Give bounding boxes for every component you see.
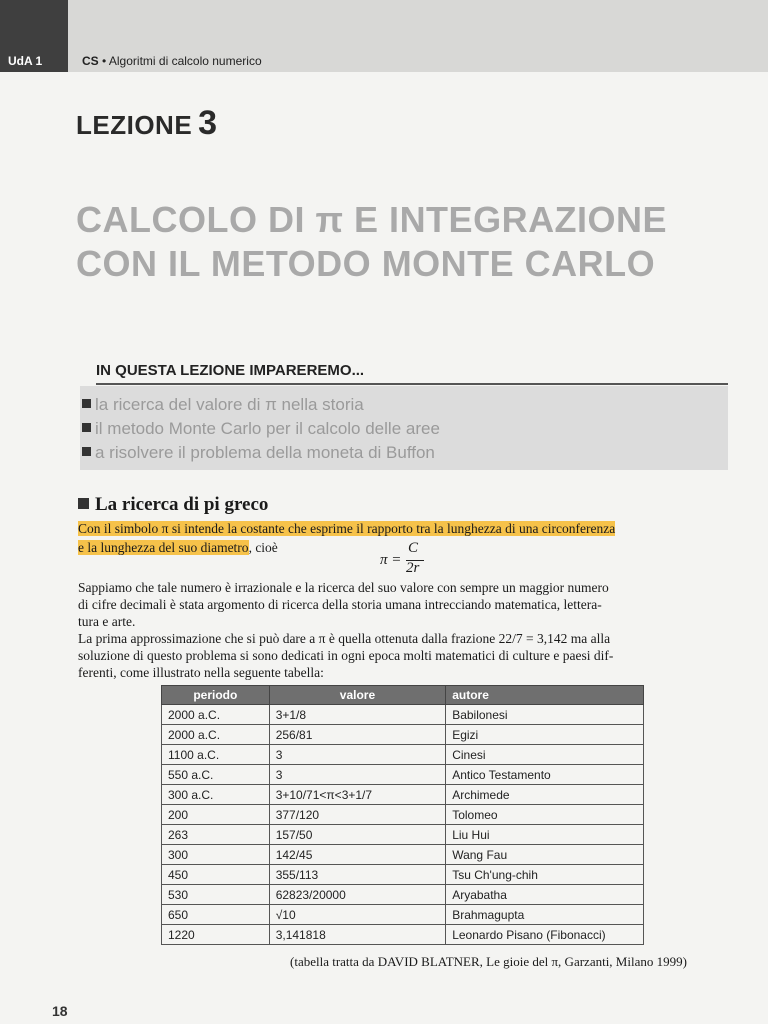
cell-periodo: 2000 a.C. — [162, 725, 270, 745]
unit-badge: UdA 1 — [0, 0, 68, 72]
cell-autore: Aryabatha — [446, 885, 644, 905]
cell-valore: 355/113 — [269, 865, 446, 885]
table-row — [162, 925, 644, 945]
page-number: 18 — [52, 1003, 68, 1019]
table-row — [162, 825, 644, 845]
table-caption: (tabella tratta da DAVID BLATNER, Le gioie del π, Garzanti, Milano 1999) — [290, 954, 687, 969]
cell-autore: Tolomeo — [446, 805, 644, 825]
table-row — [162, 905, 644, 925]
cell-autore: Tsu Ch'ung-chih — [446, 865, 644, 885]
title-line-2: CON IL METODO MONTE CARLO — [76, 243, 656, 284]
cell-autore: Antico Testamento — [446, 765, 644, 785]
cell-autore: Wang Fau — [446, 845, 644, 865]
cell-valore: 256/81 — [269, 725, 446, 745]
cell-valore: 142/45 — [269, 845, 446, 865]
cell-autore: Liu Hui — [446, 825, 644, 845]
cell-autore: Cinesi — [446, 745, 644, 765]
cell-periodo: 530 — [162, 885, 270, 905]
paragraph-2-line: Sappiamo che tale numero è irrazionale e la ricerca del suo valore con sempre un maggior numero — [78, 580, 609, 595]
cell-valore: 3 — [269, 745, 446, 765]
section-heading: La ricerca di pi greco — [78, 494, 268, 516]
table-row — [162, 765, 644, 785]
column-header-periodo: periodo — [162, 686, 270, 705]
paragraph-2-line: tura e arte. — [78, 614, 136, 629]
cell-valore: 3+10/71<π<3+1/7 — [269, 785, 446, 805]
page-title — [76, 198, 756, 286]
table-row — [162, 725, 644, 745]
section-title: Algoritmi di calcolo numerico — [108, 54, 262, 68]
lesson-label: LEZIONE 3 — [76, 104, 218, 142]
table-row — [162, 745, 644, 765]
table-row — [162, 885, 644, 905]
cell-periodo: 300 a.C. — [162, 785, 270, 805]
square-bullet-icon — [78, 498, 89, 509]
cell-periodo: 1220 — [162, 925, 270, 945]
objectives-heading: IN QUESTA LEZIONE IMPAREREMO... — [96, 362, 365, 379]
paragraph-2-line: di cifre decimali è stata argomento di ricerca della storia umana intrecciando matematica, lettera- — [78, 597, 602, 612]
table-row — [162, 805, 644, 825]
cell-periodo: 2000 a.C. — [162, 705, 270, 725]
cell-periodo: 650 — [162, 905, 270, 925]
cell-autore: Archimede — [446, 785, 644, 805]
title-line-1: CALCOLO DI π E INTEGRAZIONE — [76, 199, 668, 240]
bullet-icon — [82, 399, 91, 408]
cell-periodo: 200 — [162, 805, 270, 825]
cell-valore: 377/120 — [269, 805, 446, 825]
cell-periodo: 300 — [162, 845, 270, 865]
section-code: CS — [82, 54, 99, 68]
intro-line-2: e la lunghezza del suo diametro, cioè — [78, 540, 278, 555]
intro-line-1: Con il simbolo π si intende la costante che esprime il rapporto tra la lunghezza di una circonferenza — [78, 521, 616, 536]
cell-autore: Egizi — [446, 725, 644, 745]
cell-periodo: 263 — [162, 825, 270, 845]
cell-periodo: 450 — [162, 865, 270, 885]
paragraph-3-line: La prima approssimazione che si può dare a π è quella ottenuta dalla frazione 22/7 = 3,142 ma alla — [78, 631, 611, 646]
bullet-icon — [82, 447, 91, 456]
cell-autore: Babilonesi — [446, 705, 644, 725]
pi-history-table — [161, 685, 644, 945]
column-header-valore: valore — [269, 686, 446, 705]
cell-autore: Leonardo Pisano (Fibonacci) — [446, 925, 644, 945]
cell-valore: 3,141818 — [269, 925, 446, 945]
cell-valore: 157/50 — [269, 825, 446, 845]
cell-periodo: 1100 a.C. — [162, 745, 270, 765]
cell-periodo: 550 a.C. — [162, 765, 270, 785]
objective-item: a risolvere il problema della moneta di Buffon — [82, 443, 435, 463]
paragraph-3-line: ferenti, come illustrato nella seguente tabella: — [78, 665, 324, 680]
table-row — [162, 845, 644, 865]
bullet-icon — [82, 423, 91, 432]
column-header-autore: autore — [446, 686, 644, 705]
table-row — [162, 785, 644, 805]
objective-item: il metodo Monte Carlo per il calcolo delle aree — [82, 419, 440, 439]
paragraph-3-line: soluzione di questo problema si sono dedicati in ogni epoca molti matematici di culture e paesi dif- — [78, 648, 614, 663]
bullet-separator: • — [102, 54, 109, 68]
cell-valore: 62823/20000 — [269, 885, 446, 905]
table-row — [162, 705, 644, 725]
table-header-row — [162, 686, 644, 705]
objectives-divider — [96, 383, 728, 385]
cell-valore: 3 — [269, 765, 446, 785]
objective-item: la ricerca del valore di π nella storia — [82, 395, 364, 415]
running-header — [82, 54, 262, 68]
cell-autore: Brahmagupta — [446, 905, 644, 925]
cell-valore: 3+1/8 — [269, 705, 446, 725]
table-row — [162, 865, 644, 885]
lesson-number: 3 — [198, 104, 218, 142]
cell-valore: √10 — [269, 905, 446, 925]
